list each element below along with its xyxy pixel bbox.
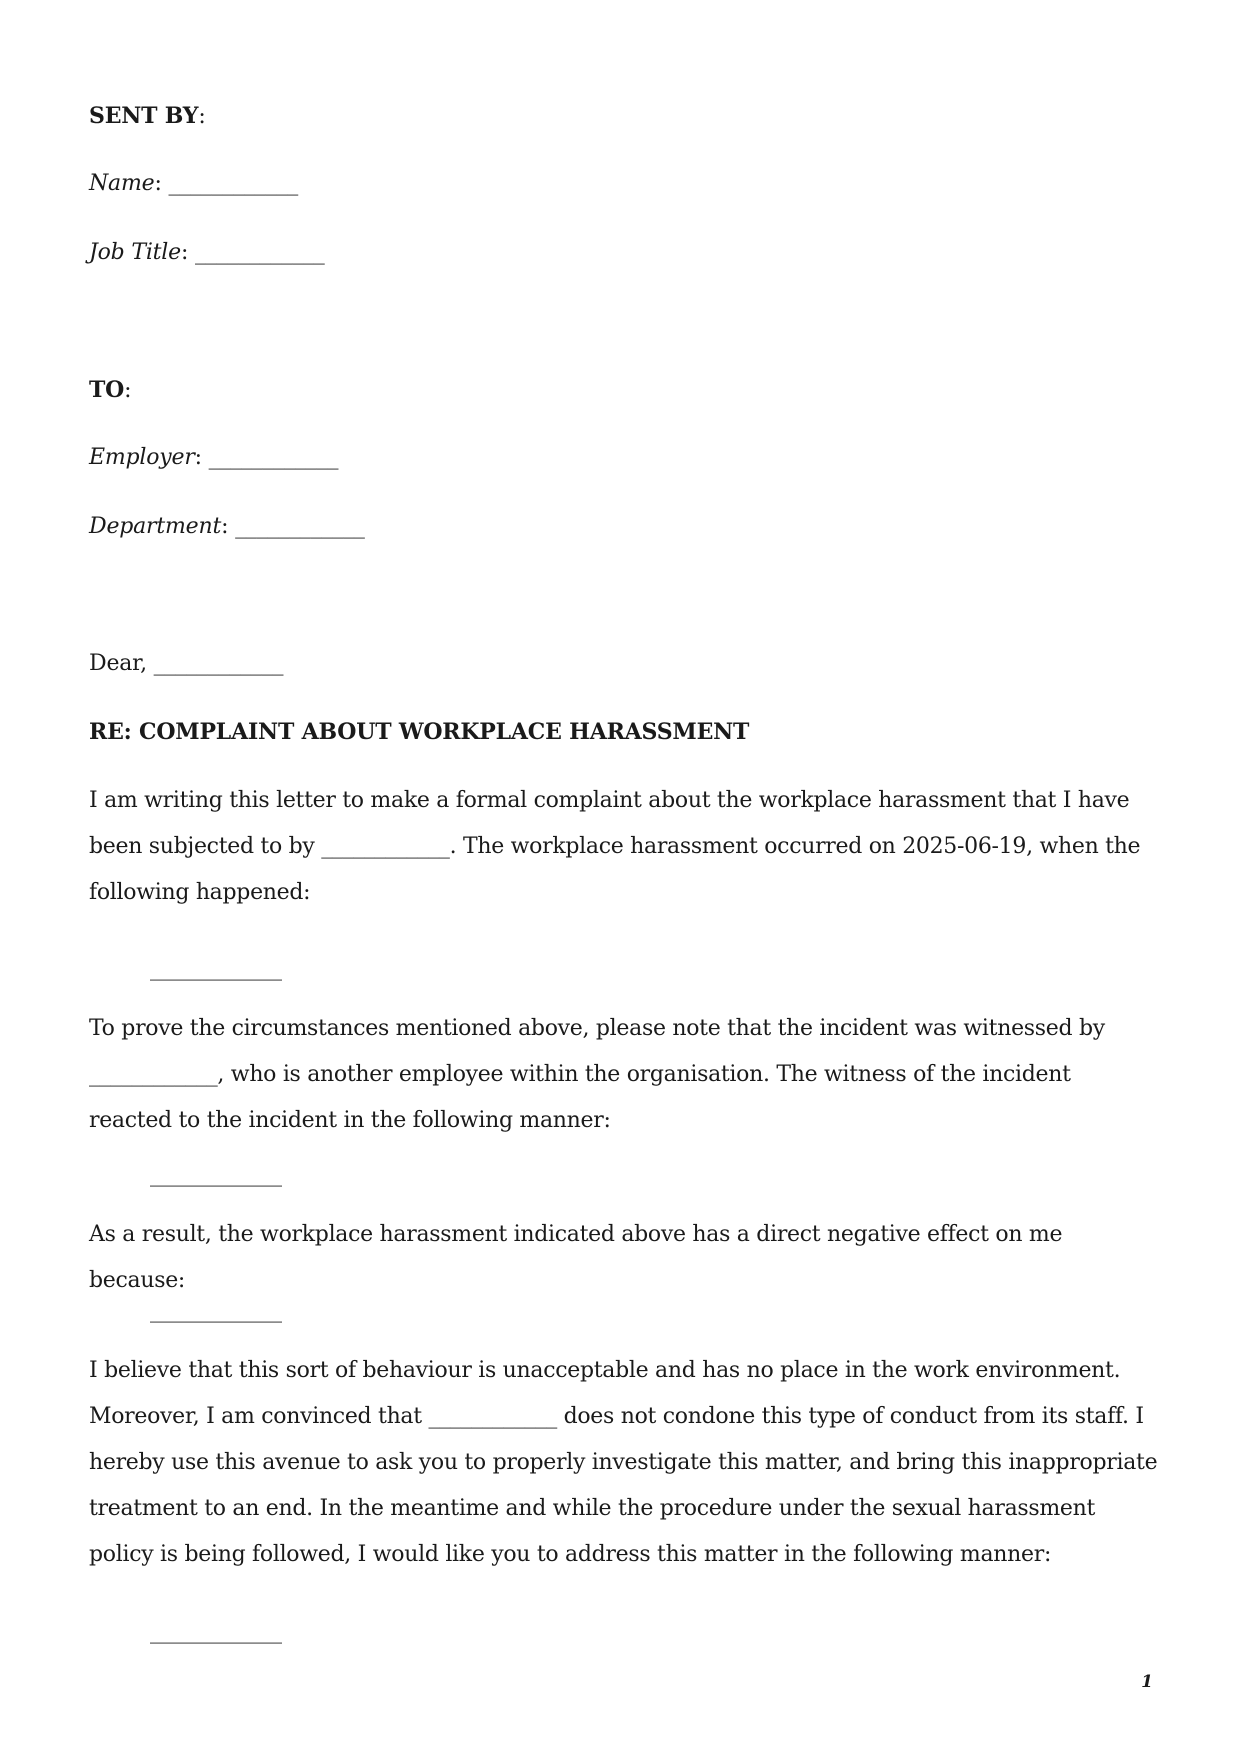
to-label: TO [89,377,125,403]
sender-name-line [89,170,298,198]
effect-details-blank: ____________ [150,1298,282,1323]
sender-job-title-line [89,239,325,267]
department-blank: : ____________ [221,514,365,539]
paragraph-effect: As a result, the workplace harassment indicated above has a direct negative effect on me because: [89,1222,1063,1293]
witness-reaction-blank: ____________ [150,1162,282,1187]
subject-line: RE: COMPLAINT ABOUT WORKPLACE HARASSMENT [89,719,750,745]
to-colon: : [124,378,132,403]
sender-job-title-blank: : ____________ [180,240,325,265]
employer-line [89,444,338,472]
requested-action-blank: ____________ [150,1619,282,1644]
employer-blank: : ____________ [194,445,339,470]
sender-name-blank: : ____________ [154,171,299,196]
page-number: 1 [1141,1672,1153,1692]
incident-details-blank: ____________ [150,956,282,981]
paragraph-incident: I am writing this letter to make a formal complaint about the workplace harassment that I have been subjected to by ____________. The workplace harassment occurred on 2025-06-19, when the following happened: [89,788,1141,905]
sender-job-title-label: Job Title [89,240,181,265]
paragraph-request: I believe that this sort of behaviour is unacceptable and has no place in the work environment. Moreover, I am convinced that ____________ does not condone this type of conduct from its staff. I hereby use this avenue to ask you to properly investigate this matter, and bring this inappropriate treatment to an end. In the meantime and while the procedure under the sexual harassment policy is being followed, I would like you to address this matter in the following manner: [89,1358,1158,1567]
sent-by-colon: : [198,104,206,129]
employer-label: Employer [89,445,195,470]
paragraph-witness: To prove the circumstances mentioned above, please note that the incident was witnessed by ____________, who is another employee within the organisation. The witness of the incident reacted to the incident in the following manner: [89,1016,1105,1133]
to-heading [89,376,131,405]
sent-by-heading [89,102,206,131]
department-line [89,513,365,541]
sent-by-label: SENT BY [89,103,199,129]
sender-name-label: Name [89,171,155,196]
salutation: Dear, ____________ [89,651,284,676]
department-label: Department [89,514,222,539]
